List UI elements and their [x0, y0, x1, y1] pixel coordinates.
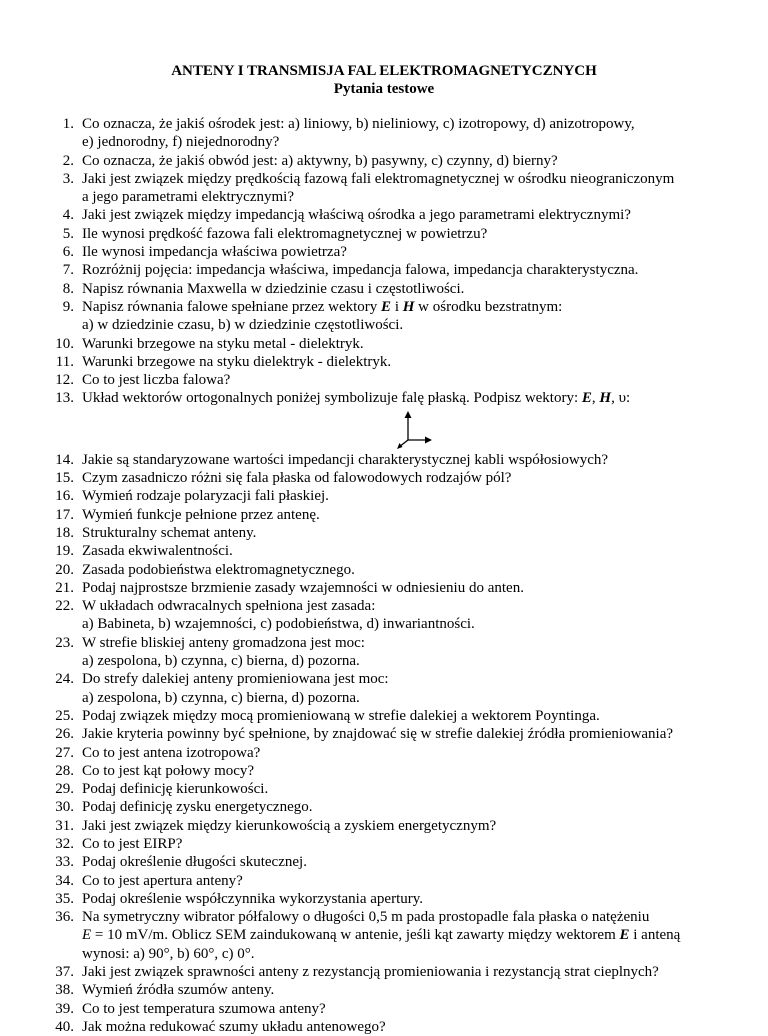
question-number: 34 . [44, 872, 74, 890]
document-title: ANTENY I TRANSMISJA FAL ELEKTROMAGNETYCZNYCH [171, 63, 597, 79]
question-text-line: Wymień funkcje pełnione przez antenę. [82, 506, 320, 523]
question-item [44, 798, 724, 816]
question-number: 40 . [44, 1018, 74, 1036]
question-number: 8 . [44, 280, 74, 298]
question-item [44, 451, 724, 469]
question-text-line: Układ wektorów ortogonalnych poniżej symbolizuje falę płaską. Podpisz wektory: E, H, υ: [82, 390, 631, 407]
question-text-line: Do strefy dalekiej anteny promieniowana jest moc: [82, 671, 389, 688]
orthogonal-vectors-figure [44, 408, 724, 451]
question-item [44, 725, 724, 743]
question-number: 20 . [44, 561, 74, 579]
question-item [44, 152, 724, 170]
question-text-line: Jaki jest związek między kierunkowością a zyskiem energetycznym? [82, 817, 497, 834]
question-text-line: a) zespolona, b) czynna, c) bierna, d) pozorna. [82, 653, 360, 670]
question-number: 28 . [44, 762, 74, 780]
question-text-line: a) Babineta, b) wzajemności, c) podobieństwa, d) inwariantności. [82, 616, 475, 633]
question-item [44, 634, 724, 671]
question-text-line: Zasada ekwiwalentności. [82, 543, 233, 560]
question-text-line: Podaj definicję kierunkowości. [82, 781, 269, 798]
question-text-line: Co to jest apertura anteny? [82, 872, 243, 889]
question-item [44, 469, 724, 487]
question-number: 35 . [44, 890, 74, 908]
question-text-line: Co to jest antena izotropowa? [82, 744, 261, 761]
question-number: 25 . [44, 707, 74, 725]
question-item [44, 542, 724, 560]
question-text-line: Napisz równania falowe spełniane przez wektory E i H w ośrodku bezstratnym: [82, 298, 563, 315]
question-number: 39 . [44, 1000, 74, 1018]
question-item [44, 243, 724, 261]
question-text-line: Zasada podobieństwa elektromagnetycznego. [82, 561, 355, 578]
question-text-line: Jaki jest związek sprawności anteny z rezystancją promieniowania i rezystancją strat cieplnych? [82, 964, 659, 981]
question-text-line: Podaj najprostsze brzmienie zasady wzajemności w odniesieniu do anten. [82, 579, 524, 596]
question-number: 1 . [44, 115, 74, 133]
question-text-line: a jego parametrami elektrycznymi? [82, 189, 294, 206]
question-text-line: Strukturalny schemat anteny. [82, 524, 257, 541]
question-item [44, 744, 724, 762]
question-item [44, 835, 724, 853]
question-number: 22 . [44, 597, 74, 615]
question-text-line: Co to jest EIRP? [82, 835, 183, 852]
question-text-line: Wymień rodzaje polaryzacji fali płaskiej. [82, 488, 329, 505]
question-number: 15 . [44, 469, 74, 487]
question-item [44, 908, 724, 963]
question-number: 4 . [44, 206, 74, 224]
question-item [44, 579, 724, 597]
question-item [44, 707, 724, 725]
question-text-line: Warunki brzegowe na styku metal - dielektryk. [82, 335, 364, 352]
question-item [44, 762, 724, 780]
question-text-line: Podaj związek między mocą promieniowaną w strefie dalekiej a wektorem Poyntinga. [82, 707, 600, 724]
question-text-line: Jaki jest związek między impedancją właściwą ośrodka a jego parametrami elektrycznymi? [82, 207, 631, 224]
question-item [44, 1018, 724, 1036]
question-text-line: W układach odwracalnych spełniona jest zasada: [82, 598, 376, 615]
question-text-line: Jakie są standaryzowane wartości impedancji charakterystycznej kabli współosiowych? [82, 451, 609, 468]
question-number: 36 . [44, 908, 74, 926]
question-item [44, 597, 724, 634]
question-number: 21 . [44, 579, 74, 597]
question-text-line: Na symetryczny wibrator półfalowy o długości 0,5 m pada prostopadle fala płaska o natężeniu [82, 909, 650, 926]
question-number: 10 . [44, 335, 74, 353]
question-text-line: W strefie bliskiej anteny gromadzona jest moc: [82, 634, 365, 651]
question-item [44, 963, 724, 981]
question-item [44, 115, 724, 152]
question-item [44, 170, 724, 207]
question-item [44, 298, 724, 335]
question-text-line: Ile wynosi impedancja właściwa powietrza? [82, 244, 347, 261]
question-text-line: Jak można redukować szumy układu antenowego? [82, 1018, 386, 1035]
question-number: 19 . [44, 542, 74, 560]
question-text-line: a) zespolona, b) czynna, c) bierna, d) pozorna. [82, 689, 360, 706]
question-number: 12 . [44, 371, 74, 389]
question-item [44, 1000, 724, 1018]
question-item [44, 872, 724, 890]
question-number: 37 . [44, 963, 74, 981]
question-text-line: Jakie kryteria powinny być spełnione, by znajdować się w strefie dalekiej źródła promieniowania? [82, 726, 674, 743]
question-text-line: Co to jest liczba falowa? [82, 372, 231, 389]
question-text-line: Co to jest kąt połowy mocy? [82, 762, 255, 779]
question-text-line: E = 10 mV/m. Oblicz SEM zaindukowaną w antenie, jeśli kąt zawarty między wektorem E i anteną [82, 927, 681, 944]
question-item [44, 890, 724, 908]
question-number: 3 . [44, 170, 74, 188]
question-item [44, 206, 724, 224]
question-number: 33 . [44, 853, 74, 871]
question-item [44, 353, 724, 371]
question-item [44, 506, 724, 524]
question-text-line: Rozróżnij pojęcia: impedancja właściwa, impedancja falowa, impedancja charakterystyczna. [82, 262, 639, 279]
question-item [44, 817, 724, 835]
question-item [44, 335, 724, 353]
question-number: 23 . [44, 634, 74, 652]
question-item [44, 524, 724, 542]
question-number: 29 . [44, 780, 74, 798]
question-text-line: e) jednorodny, f) niejednorodny? [82, 134, 280, 151]
question-number: 30 . [44, 798, 74, 816]
question-number: 16 . [44, 487, 74, 505]
question-item [44, 487, 724, 505]
question-text-line: Napisz równania Maxwella w dziedzinie czasu i częstotliwości. [82, 280, 465, 297]
question-number: 32 . [44, 835, 74, 853]
question-number: 38 . [44, 981, 74, 999]
question-list [44, 115, 724, 1036]
question-number: 26 . [44, 725, 74, 743]
question-number: 31 . [44, 817, 74, 835]
question-text-line: Podaj określenie współczynnika wykorzystania apertury. [82, 890, 424, 907]
question-number: 9 . [44, 298, 74, 316]
question-number: 18 . [44, 524, 74, 542]
question-number: 11 . [44, 353, 74, 371]
question-number: 27 . [44, 744, 74, 762]
question-item [44, 261, 724, 279]
question-number: 13 . [44, 389, 74, 407]
question-number: 17 . [44, 506, 74, 524]
question-text-line: Co to jest temperatura szumowa anteny? [82, 1000, 326, 1017]
question-text-line: Wymień źródła szumów anteny. [82, 982, 275, 999]
question-text-line: Jaki jest związek między prędkością fazową fali elektromagnetycznej w ośrodku nieograniczonym [82, 170, 675, 187]
question-item [44, 371, 724, 389]
question-item [44, 225, 724, 243]
question-text-line: Warunki brzegowe na styku dielektryk - dielektryk. [82, 353, 392, 370]
question-item [44, 780, 724, 798]
question-item [44, 561, 724, 579]
question-number: 2 . [44, 152, 74, 170]
question-text-line: wynosi: a) 90°, b) 60°, c) 0°. [82, 945, 255, 962]
question-text-line: Ile wynosi prędkość fazowa fali elektromagnetycznej w powietrzu? [82, 225, 488, 242]
question-text-line: Podaj definicję zysku energetycznego. [82, 799, 313, 816]
question-number: 6 . [44, 243, 74, 261]
question-text-line: Co oznacza, że jakiś obwód jest: a) aktywny, b) pasywny, c) czynny, d) bierny? [82, 152, 558, 169]
question-item [44, 670, 724, 707]
question-item [44, 853, 724, 871]
question-text-line: Podaj określenie długości skutecznej. [82, 854, 307, 871]
question-item [44, 389, 724, 407]
question-item [44, 981, 724, 999]
question-item [44, 280, 724, 298]
question-text-line: Czym zasadniczo różni się fala płaska od falowodowych rodzajów pól? [82, 470, 512, 487]
question-number: 24 . [44, 670, 74, 688]
question-number: 7 . [44, 261, 74, 279]
question-number: 5 . [44, 225, 74, 243]
question-text-line: Co oznacza, że jakiś ośrodek jest: a) liniowy, b) nieliniowy, c) izotropowy, d) anizotropowy, [82, 116, 635, 132]
question-number: 14 . [44, 451, 74, 469]
vector-axes-icon [396, 410, 440, 450]
document-subtitle: Pytania testowe [333, 81, 435, 97]
question-text-line: a) w dziedzinie czasu, b) w dziedzinie częstotliwości. [82, 317, 404, 334]
